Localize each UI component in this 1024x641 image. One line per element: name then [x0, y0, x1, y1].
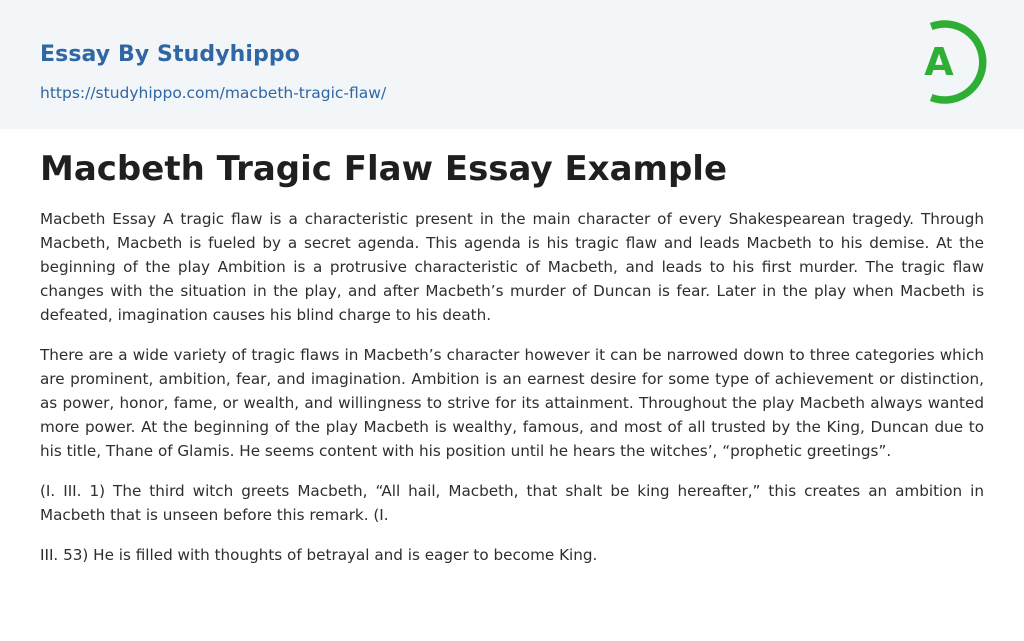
article-body — [0, 129, 1024, 567]
article-paragraph: There are a wide variety of tragic flaws in Macbeth’s character however it can be narrowed down to three categories which are prominent, ambition, fear, and imagination. Ambition is an earnest desire for some type of achievement or distinction, as power, honor, fame, or wealth, and willingness to strive for its attainment. Throughout the play Macbeth always wanted more power. At the beginning of the play Macbeth is wealthy, famous, and most of all trusted by the King, Duncan due to his title, Thane of Glamis. He seems content with his position until he hears the witches’, “prophetic greetings”. — [40, 346, 984, 460]
site-header — [0, 0, 1024, 129]
article-paragraph: Macbeth Essay A tragic flaw is a characteristic present in the main character of every Shakespearean tragedy. Through Macbeth, Macbeth is fueled by a secret agenda. This agenda is his tragic flaw and leads Macbeth to his demise. At the beginning of the play Ambition is a protrusive characteristic of Macbeth, and leads to his first murder. The tragic flaw changes with the situation in the play, and after Macbeth’s murder of Duncan is fear. Later in the play when Macbeth is defeated, imagination causes his blind charge to his death. — [40, 210, 984, 324]
site-name[interactable]: Essay By Studyhippo — [40, 42, 300, 67]
logo-letter: A — [924, 40, 954, 84]
studyhippo-logo-icon[interactable] — [911, 18, 987, 106]
article-paragraph: (I. III. 1) The third witch greets Macbeth, “All hail, Macbeth, that shalt be king hereafter,” this creates an ambition in Macbeth that is unseen before this remark. (I. — [40, 482, 984, 524]
article-url-link[interactable]: https://studyhippo.com/macbeth-tragic-flaw/ — [40, 84, 387, 102]
article-title: Macbeth Tragic Flaw Essay Example — [40, 149, 728, 189]
article-paragraph: III. 53) He is filled with thoughts of betrayal and is eager to become King. — [40, 546, 598, 564]
